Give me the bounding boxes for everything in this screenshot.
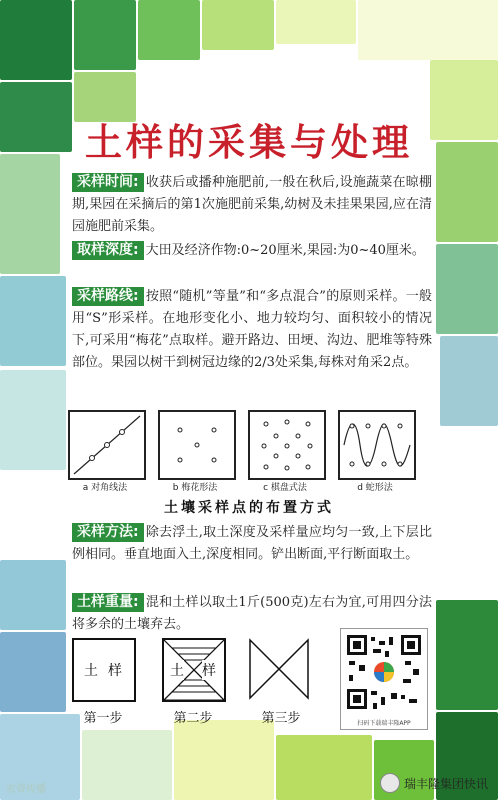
section-text: 按照“随机”等量”和“多点混合”的原则采样。一般用“S”形采样。在地形变化小、地力较均匀、面积较小的情况下,可采用“梅花”点取样。避开路边、田埂、沟边、肥堆等特殊部位。果园以树干到树冠边缘的2/3处采集,每株对角采2点。 (72, 289, 432, 370)
brand-name: 瑞丰隆集团快讯 (403, 776, 488, 791)
section-sampling-depth (72, 240, 432, 262)
qr-code-icon (345, 633, 423, 711)
snake-panel (338, 410, 416, 480)
checkerboard-diagram (250, 412, 324, 478)
box-text: 土 (170, 660, 184, 680)
panel-caption: c 棋盘式法 (263, 483, 307, 493)
brand-footer[interactable] (380, 773, 488, 793)
panel-caption: a 对角线法 (82, 483, 128, 493)
section-label: 取样深度: (72, 241, 144, 260)
section-text: 收获后或播种施肥前,一般在秋后,设施蔬菜在晾棚期,果园在采摘后的第1次施肥前采集,幼树及未挂果果园,应在清园施肥前采集。 (72, 175, 432, 234)
section-sampling-method (72, 522, 432, 566)
qr-code[interactable] (340, 628, 428, 730)
step-two-box (162, 638, 226, 702)
wechat-icon (380, 773, 400, 793)
box-text: 土 (84, 663, 98, 679)
section-text: 大田及经济作物:0~20厘米,果园:为0~40厘米。 (145, 243, 425, 258)
section-label: 采样路线: (72, 287, 144, 306)
diagram-title: 土壤采样点的布置方式 (164, 500, 334, 516)
step-one-box (72, 638, 136, 702)
page-title: 土样的采集与处理 (85, 120, 413, 164)
step-label: 第一步 (83, 711, 123, 726)
box-text: 样 (202, 660, 216, 680)
snake-diagram (340, 412, 414, 478)
step-three-box (248, 638, 310, 700)
section-label: 采样时间: (72, 173, 144, 192)
checkerboard-panel (248, 410, 326, 480)
section-label: 土样重量: (72, 593, 144, 612)
panel-caption: d 蛇形法 (357, 483, 393, 493)
watermark: 农资传播 (6, 784, 46, 795)
box-text: 样 (108, 663, 122, 679)
section-label: 采样方法: (72, 523, 144, 542)
diagonal-panel (68, 410, 146, 480)
section-sampling-time (72, 172, 432, 238)
qr-caption: 扫码下载瑞丰隆APP (357, 720, 411, 727)
plum-diagram (160, 412, 234, 478)
section-text: 除去浮土,取土深度及采样量应均匀一致,上下层比例相同。垂直地面入土,深度相同。铲出断面,平行断面取土。 (72, 525, 432, 562)
diagonal-diagram (70, 412, 144, 478)
bowtie-graphic (248, 638, 310, 700)
plum-panel (158, 410, 236, 480)
step-label: 第二步 (173, 711, 213, 726)
panel-caption: b 梅花形法 (172, 483, 218, 493)
section-text: 混和土样以取土1斤(500克)左右为宜,可用四分法将多余的土壤弃去。 (72, 595, 432, 632)
step-label: 第三步 (261, 711, 301, 726)
section-sampling-route (72, 286, 432, 374)
